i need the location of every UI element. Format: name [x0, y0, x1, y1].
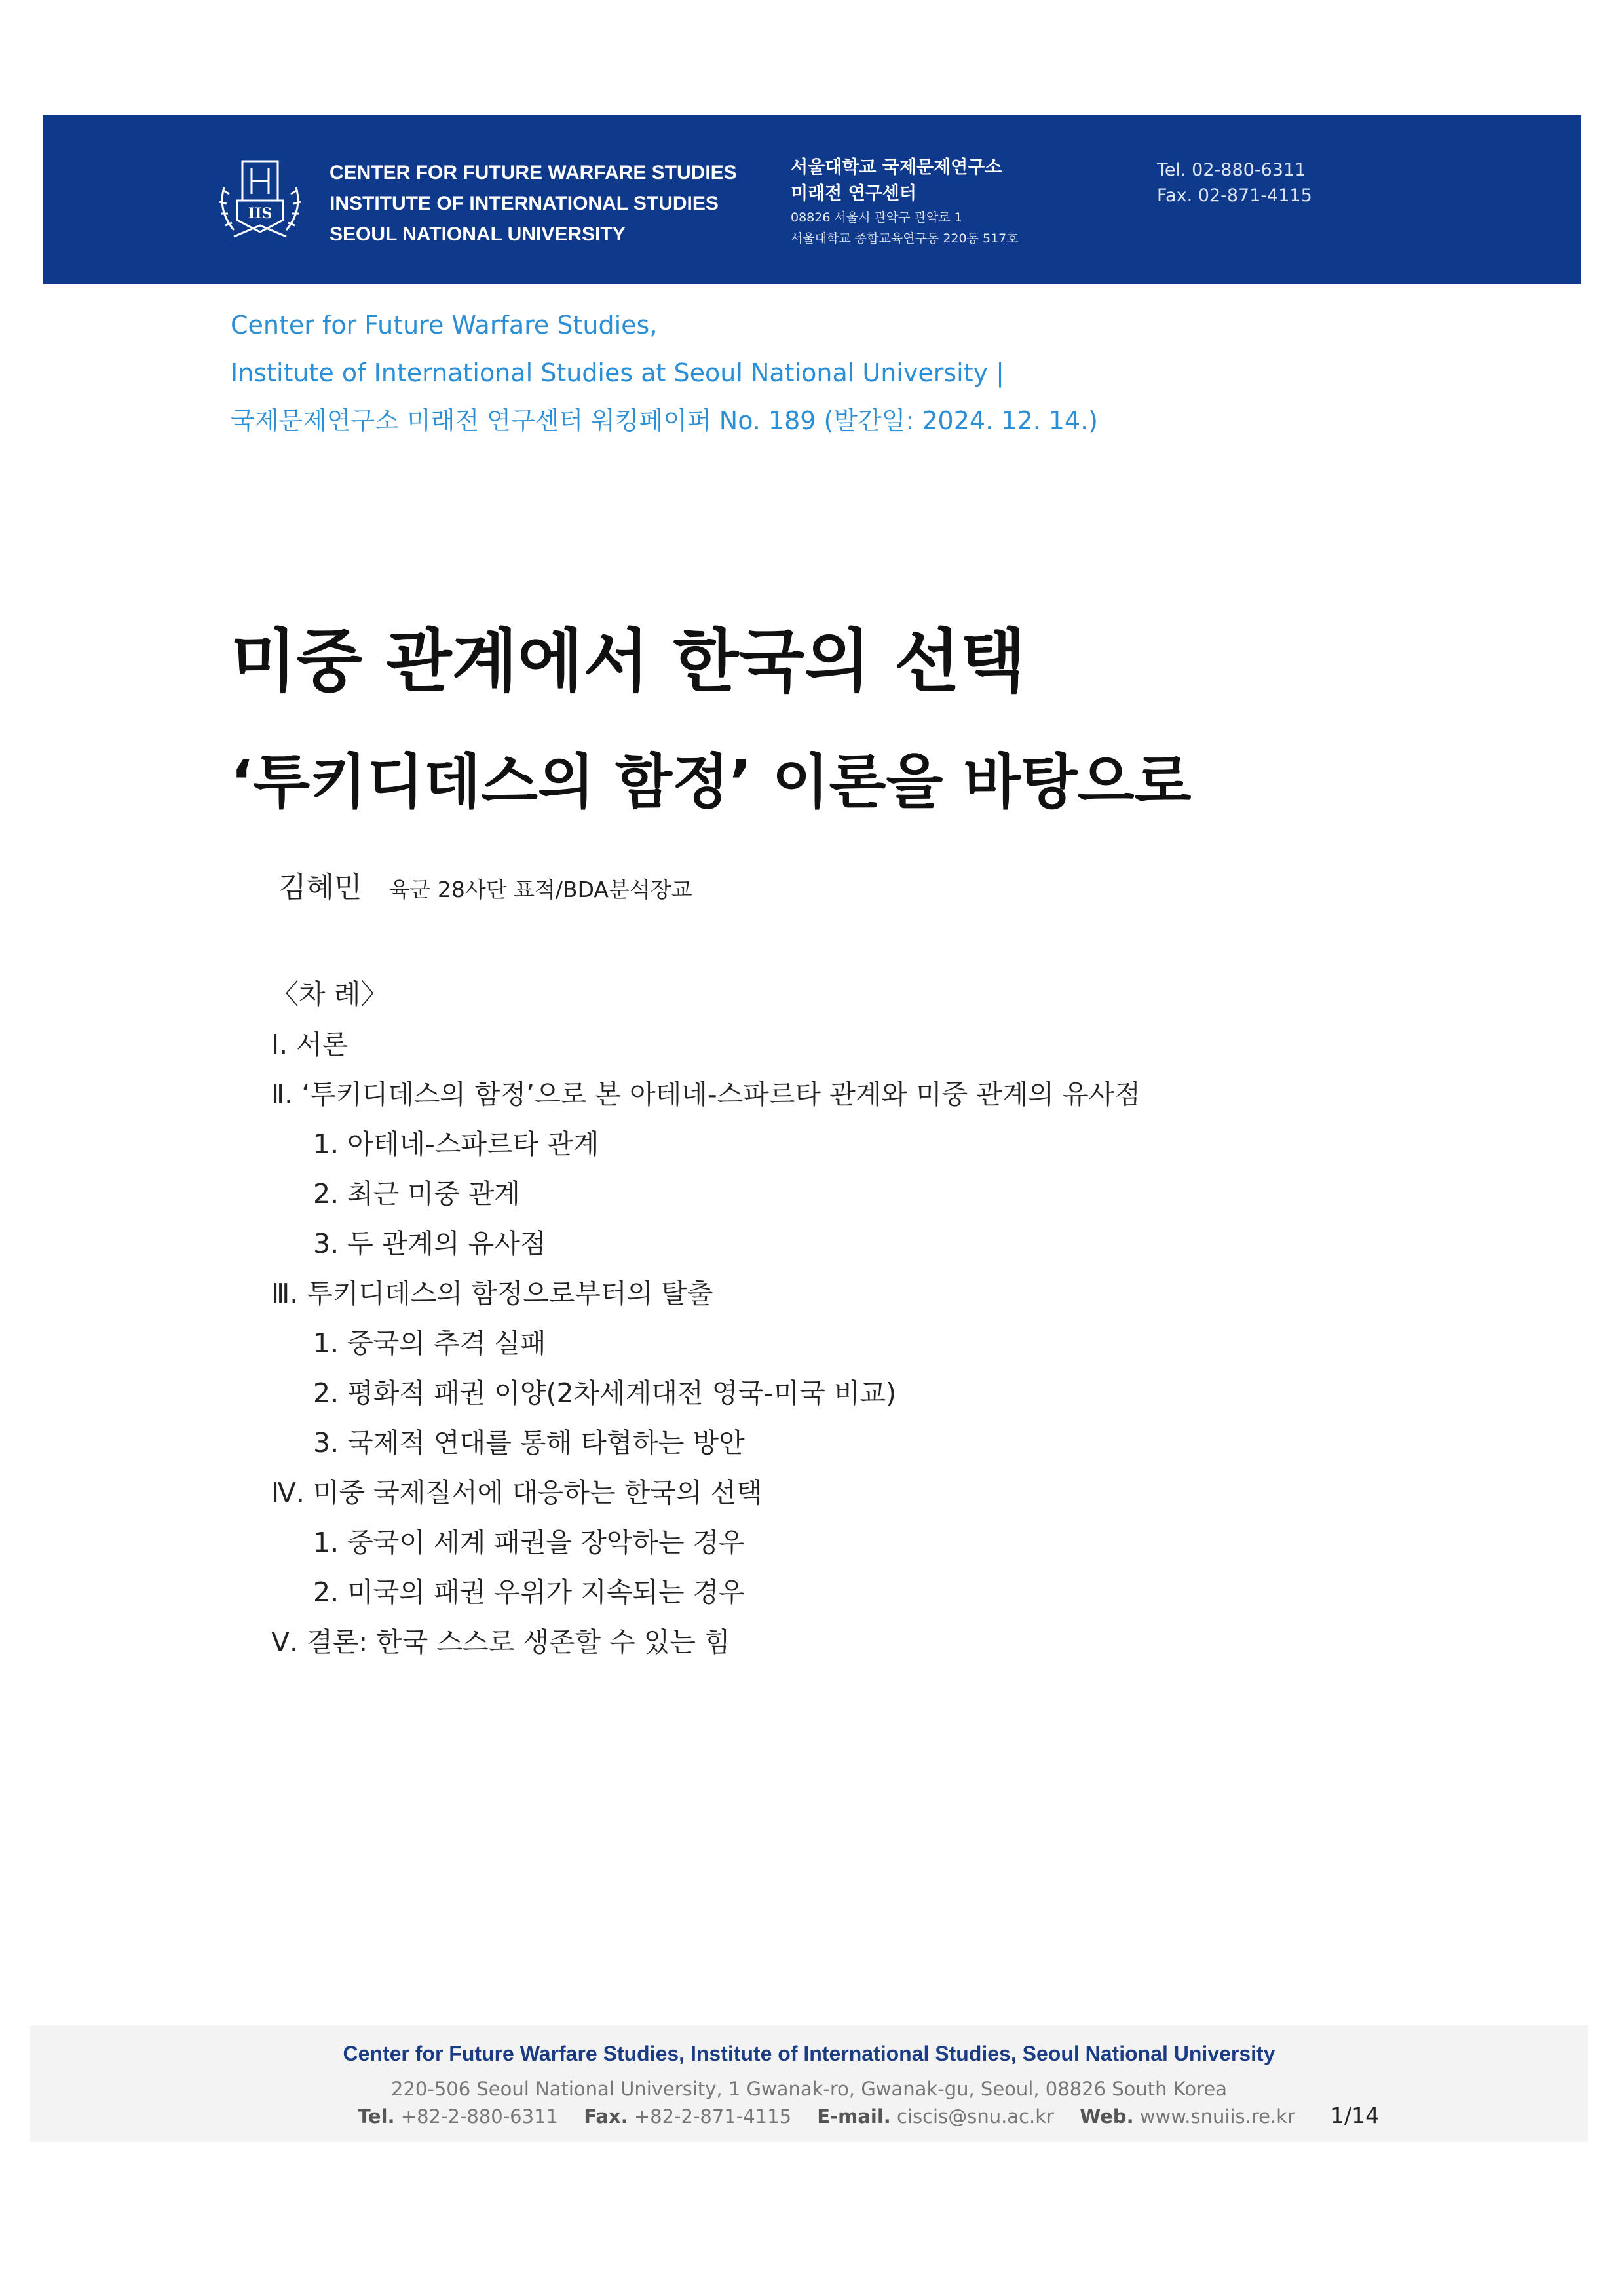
footer-contact — [358, 2105, 1295, 2128]
header-address-line2: 서울대학교 종합교육연구동 220동 517호 — [791, 231, 1019, 246]
page-number: 1/14 — [1331, 2103, 1380, 2128]
author-line — [278, 864, 692, 906]
toc-heading: 〈차 례〉 — [271, 978, 388, 1010]
toc-item: Ⅴ. 결론: 한국 스스로 생존할 수 있는 힘 — [271, 1626, 730, 1658]
svg-text:IIS: IIS — [248, 205, 273, 222]
toc-item: 1. 중국이 세계 패권을 장악하는 경우 — [313, 1527, 745, 1558]
footer-web-label: Web. — [1080, 2105, 1134, 2128]
toc-item: 1. 중국의 추격 실패 — [313, 1328, 546, 1359]
meta-line2: Institute of International Studies at Seoul National University | — [231, 358, 1004, 387]
footer-tel: +82-2-880-6311 — [400, 2105, 558, 2128]
table-of-contents — [271, 970, 1141, 1667]
footer-email: ciscis@snu.ac.kr — [897, 2105, 1054, 2128]
header-en-line1: CENTER FOR FUTURE WARFARE STUDIES — [330, 162, 737, 183]
header-english-block — [330, 157, 737, 250]
author-affiliation: 육군 28사단 표적/BDA분석장교 — [388, 877, 692, 902]
toc-item: Ⅲ. 투키디데스의 함정으로부터의 탈출 — [271, 1278, 713, 1309]
paper-meta — [231, 301, 1098, 445]
header-address-line1: 08826 서울시 관악구 관악로 1 — [791, 210, 962, 225]
header-fax: Fax. 02-871-4115 — [1157, 185, 1312, 206]
footer-address: 220-506 Seoul National University, 1 Gwanak-ro, Gwanak-gu, Seoul, 08826 South Korea — [391, 2078, 1227, 2100]
toc-item: Ⅱ. ‘투키디데스의 함정’으로 본 아테네-스파르타 관계와 미중 관계의 유사점 — [271, 1079, 1141, 1110]
header-ko-line2: 미래전 연구센터 — [791, 183, 916, 204]
page-footer — [30, 2025, 1588, 2142]
footer-fax-label: Fax. — [584, 2105, 628, 2128]
toc-item: Ⅰ. 서론 — [271, 1029, 349, 1060]
header-tel: Tel. 02-880-6311 — [1157, 160, 1306, 180]
toc-item: 2. 평화적 패권 이양(2차세계대전 영국-미국 비교) — [313, 1377, 897, 1409]
toc-list — [271, 1020, 1141, 1667]
page-subtitle: ‘투키디데스의 함정’ 이론을 바탕으로 — [231, 748, 1192, 816]
toc-item: 3. 국제적 연대를 통해 타협하는 방안 — [313, 1427, 745, 1459]
toc-item: Ⅳ. 미중 국제질서에 대응하는 한국의 선택 — [271, 1477, 763, 1508]
footer-email-label: E-mail. — [817, 2105, 891, 2128]
footer-web: www.snuiis.re.kr — [1139, 2105, 1295, 2128]
toc-item: 3. 두 관계의 유사점 — [313, 1228, 546, 1259]
toc-item: 2. 미국의 패권 우위가 지속되는 경우 — [313, 1577, 745, 1608]
toc-item: 2. 최근 미중 관계 — [313, 1178, 520, 1210]
header-korean-block — [791, 155, 1019, 249]
toc-item: 1. 아테네-스파르타 관계 — [313, 1128, 599, 1160]
header-en-line2: INSTITUTE OF INTERNATIONAL STUDIES — [330, 193, 719, 214]
header-contact — [1157, 157, 1312, 208]
author-name: 김혜민 — [278, 871, 362, 904]
footer-tel-label: Tel. — [358, 2105, 395, 2128]
footer-fax: +82-2-871-4115 — [633, 2105, 792, 2128]
page-title: 미중 관계에서 한국의 선택 — [231, 621, 1026, 701]
header-band — [43, 115, 1581, 284]
meta-line3: 국제문제연구소 미래전 연구센터 워킹페이퍼 No. 189 (발간일: 2024. 12. 14.) — [231, 406, 1099, 435]
header-ko-line1: 서울대학교 국제문제연구소 — [791, 157, 1002, 178]
meta-line1: Center for Future Warfare Studies, — [231, 311, 658, 339]
header-en-line3: SEOUL NATIONAL UNIVERSITY — [330, 223, 626, 245]
footer-institution: Center for Future Warfare Studies, Institute of International Studies, Seoul National University — [343, 2042, 1275, 2065]
snu-iis-logo-icon — [211, 148, 309, 246]
